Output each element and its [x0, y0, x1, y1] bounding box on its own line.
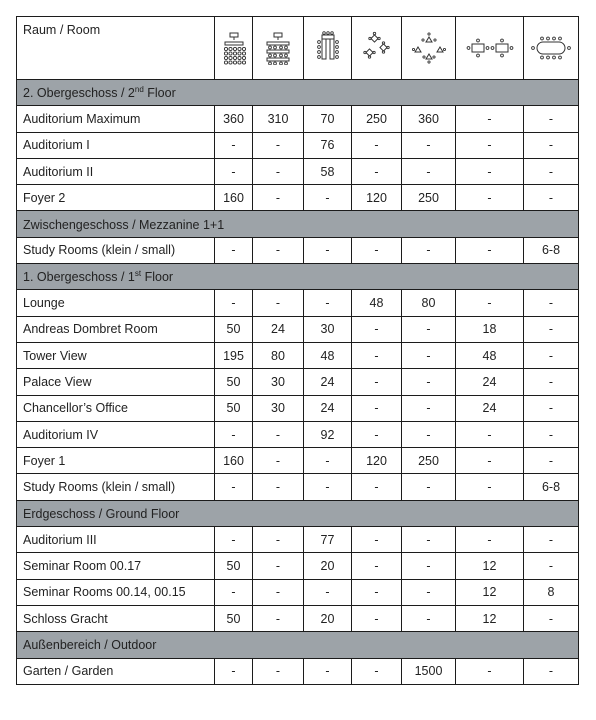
- floor-title-text: 1. Obergeschoss / 1: [23, 270, 135, 285]
- capacity-cell: -: [253, 527, 304, 553]
- capacity-table: [16, 16, 579, 685]
- capacity-cell: 1500: [402, 658, 456, 684]
- capacity-cell: 24: [456, 395, 524, 421]
- capacity-cell: -: [402, 579, 456, 605]
- room-row: [17, 448, 579, 474]
- capacity-cell: 360: [402, 106, 456, 132]
- floor-section-row: [17, 211, 579, 237]
- u-shape-seating-icon: [304, 17, 352, 80]
- capacity-cell: 120: [352, 448, 402, 474]
- room-row: [17, 605, 579, 631]
- capacity-cell: -: [402, 369, 456, 395]
- floor-section-title: [17, 211, 579, 237]
- room-name: Foyer 2: [17, 185, 215, 211]
- floor-section-title: [17, 500, 579, 526]
- capacity-cell: -: [402, 527, 456, 553]
- room-name: Schloss Gracht: [17, 605, 215, 631]
- capacity-cell: -: [253, 158, 304, 184]
- capacity-cell: 24: [253, 316, 304, 342]
- capacity-cell: 80: [402, 290, 456, 316]
- room-name: Palace View: [17, 369, 215, 395]
- boardroom-oval-icon: [524, 17, 579, 80]
- capacity-cell: -: [304, 448, 352, 474]
- capacity-cell: 195: [215, 342, 253, 368]
- capacity-cell: 160: [215, 448, 253, 474]
- capacity-cell: 250: [352, 106, 402, 132]
- capacity-cell: 160: [215, 185, 253, 211]
- capacity-cell: -: [456, 448, 524, 474]
- room-row: [17, 579, 579, 605]
- classroom-seating-icon: [253, 17, 304, 80]
- capacity-cell: 360: [215, 106, 253, 132]
- room-name: Auditorium I: [17, 132, 215, 158]
- capacity-cell: -: [352, 369, 402, 395]
- capacity-cell: 20: [304, 605, 352, 631]
- floor-ordinal-suffix: st: [134, 269, 142, 279]
- capacity-cell: -: [304, 237, 352, 263]
- capacity-cell: 48: [456, 342, 524, 368]
- capacity-cell: -: [352, 342, 402, 368]
- room-column-header: Raum / Room: [17, 17, 215, 80]
- floor-section-title: [17, 264, 579, 290]
- room-name: Foyer 1: [17, 448, 215, 474]
- room-name: Tower View: [17, 342, 215, 368]
- capacity-cell: 50: [215, 605, 253, 631]
- capacity-cell: 30: [253, 369, 304, 395]
- room-row: [17, 316, 579, 342]
- capacity-cell: -: [215, 421, 253, 447]
- capacity-cell: -: [253, 553, 304, 579]
- capacity-cell: -: [524, 106, 579, 132]
- capacity-cell: -: [402, 342, 456, 368]
- capacity-cell: -: [524, 658, 579, 684]
- room-row: [17, 132, 579, 158]
- capacity-cell: -: [352, 658, 402, 684]
- capacity-cell: -: [402, 395, 456, 421]
- capacity-cell: 310: [253, 106, 304, 132]
- capacity-cell: -: [524, 158, 579, 184]
- room-name: Auditorium II: [17, 158, 215, 184]
- floor-ordinal-suffix: nd: [134, 85, 144, 95]
- capacity-cell: 80: [253, 342, 304, 368]
- capacity-cell: 120: [352, 185, 402, 211]
- capacity-cell: -: [304, 658, 352, 684]
- capacity-cell: 6-8: [524, 474, 579, 500]
- floor-section-row: [17, 80, 579, 106]
- capacity-cell: 70: [304, 106, 352, 132]
- capacity-cell: -: [524, 421, 579, 447]
- capacity-cell: 48: [352, 290, 402, 316]
- capacity-cell: -: [215, 158, 253, 184]
- capacity-cell: 12: [456, 605, 524, 631]
- capacity-cell: -: [352, 605, 402, 631]
- room-name: Lounge: [17, 290, 215, 316]
- room-row: [17, 421, 579, 447]
- floor-title-tail: Floor: [143, 86, 176, 101]
- capacity-cell: -: [456, 185, 524, 211]
- room-row: [17, 553, 579, 579]
- capacity-cell: -: [352, 132, 402, 158]
- capacity-cell: -: [456, 474, 524, 500]
- capacity-cell: -: [456, 658, 524, 684]
- capacity-cell: -: [524, 132, 579, 158]
- capacity-cell: -: [456, 527, 524, 553]
- floor-title-text: Zwischengeschoss / Mezzanine 1+1: [23, 217, 225, 232]
- room-name: Study Rooms (klein / small): [17, 237, 215, 263]
- room-name: Auditorium III: [17, 527, 215, 553]
- cocktail-tables-icon: [402, 17, 456, 80]
- capacity-cell: 50: [215, 553, 253, 579]
- capacity-cell: 77: [304, 527, 352, 553]
- capacity-cell: -: [215, 237, 253, 263]
- room-name: Andreas Dombret Room: [17, 316, 215, 342]
- capacity-cell: -: [352, 395, 402, 421]
- capacity-cell: 92: [304, 421, 352, 447]
- capacity-cell: 30: [253, 395, 304, 421]
- capacity-cell: -: [253, 579, 304, 605]
- room-row: [17, 527, 579, 553]
- capacity-cell: -: [304, 579, 352, 605]
- capacity-cell: -: [402, 553, 456, 579]
- capacity-cell: -: [215, 527, 253, 553]
- capacity-cell: -: [402, 474, 456, 500]
- capacity-cell: 20: [304, 553, 352, 579]
- room-row: [17, 474, 579, 500]
- capacity-cell: -: [456, 290, 524, 316]
- capacity-cell: 250: [402, 448, 456, 474]
- room-row: [17, 185, 579, 211]
- floor-title-text: 2. Obergeschoss / 2: [23, 86, 135, 101]
- room-name: Auditorium IV: [17, 421, 215, 447]
- capacity-cell: -: [215, 474, 253, 500]
- capacity-cell: -: [352, 421, 402, 447]
- capacity-cell: -: [352, 527, 402, 553]
- capacity-cell: -: [304, 185, 352, 211]
- capacity-cell: -: [456, 421, 524, 447]
- capacity-cell: -: [215, 290, 253, 316]
- capacity-cell: -: [352, 316, 402, 342]
- capacity-cell: 50: [215, 395, 253, 421]
- capacity-cell: 250: [402, 185, 456, 211]
- capacity-cell: -: [524, 369, 579, 395]
- capacity-cell: -: [456, 106, 524, 132]
- capacity-cell: 6-8: [524, 237, 579, 263]
- capacity-cell: -: [524, 527, 579, 553]
- capacity-cell: -: [352, 579, 402, 605]
- floor-title-text: Außenbereich / Outdoor: [23, 638, 157, 653]
- capacity-cell: -: [524, 185, 579, 211]
- capacity-cell: -: [352, 237, 402, 263]
- capacity-cell: -: [524, 342, 579, 368]
- room-name: Seminar Room 00.17: [17, 553, 215, 579]
- capacity-cell: -: [253, 658, 304, 684]
- capacity-cell: -: [402, 237, 456, 263]
- header-row: [17, 17, 579, 80]
- room-row: [17, 290, 579, 316]
- room-row: [17, 342, 579, 368]
- room-row: [17, 395, 579, 421]
- capacity-cell: -: [402, 158, 456, 184]
- capacity-cell: -: [304, 290, 352, 316]
- room-row: [17, 106, 579, 132]
- room-row: [17, 158, 579, 184]
- capacity-cell: -: [215, 658, 253, 684]
- capacity-cell: -: [524, 395, 579, 421]
- capacity-cell: 76: [304, 132, 352, 158]
- room-row: [17, 658, 579, 684]
- capacity-cell: -: [456, 237, 524, 263]
- capacity-cell: 18: [456, 316, 524, 342]
- room-name: Garten / Garden: [17, 658, 215, 684]
- floor-section-row: [17, 632, 579, 658]
- capacity-cell: 58: [304, 158, 352, 184]
- room-name: Auditorium Maximum: [17, 106, 215, 132]
- capacity-cell: -: [253, 421, 304, 447]
- theatre-seating-icon: [215, 17, 253, 80]
- floor-section-row: [17, 264, 579, 290]
- capacity-cell: -: [524, 448, 579, 474]
- capacity-cell: -: [402, 132, 456, 158]
- capacity-cell: -: [352, 158, 402, 184]
- capacity-cell: -: [215, 579, 253, 605]
- floor-section-row: [17, 500, 579, 526]
- capacity-cell: 12: [456, 579, 524, 605]
- capacity-cell: -: [253, 448, 304, 474]
- capacity-cell: -: [253, 474, 304, 500]
- floor-section-title: [17, 632, 579, 658]
- capacity-cell: -: [402, 316, 456, 342]
- floor-title-text: Erdgeschoss / Ground Floor: [23, 506, 180, 521]
- reception-standing-icon: [352, 17, 402, 80]
- room-row: [17, 369, 579, 395]
- room-name: Study Rooms (klein / small): [17, 474, 215, 500]
- capacity-cell: -: [402, 421, 456, 447]
- capacity-cell: 24: [456, 369, 524, 395]
- capacity-cell: -: [402, 605, 456, 631]
- capacity-cell: -: [456, 132, 524, 158]
- table-body: [17, 80, 579, 685]
- capacity-cell: -: [352, 474, 402, 500]
- capacity-cell: -: [253, 185, 304, 211]
- room-name: Seminar Rooms 00.14, 00.15: [17, 579, 215, 605]
- capacity-cell: 24: [304, 395, 352, 421]
- capacity-cell: -: [253, 237, 304, 263]
- capacity-cell: 50: [215, 369, 253, 395]
- capacity-cell: -: [253, 605, 304, 631]
- capacity-cell: 8: [524, 579, 579, 605]
- capacity-cell: 30: [304, 316, 352, 342]
- room-name: Chancellor’s Office: [17, 395, 215, 421]
- capacity-cell: -: [352, 553, 402, 579]
- capacity-cell: -: [524, 316, 579, 342]
- capacity-cell: 50: [215, 316, 253, 342]
- capacity-cell: -: [253, 132, 304, 158]
- block-table-icon: [456, 17, 524, 80]
- capacity-cell: 48: [304, 342, 352, 368]
- capacity-cell: -: [524, 553, 579, 579]
- room-row: [17, 237, 579, 263]
- floor-title-tail: Floor: [141, 270, 174, 285]
- capacity-cell: -: [524, 605, 579, 631]
- capacity-cell: 24: [304, 369, 352, 395]
- capacity-cell: -: [456, 158, 524, 184]
- capacity-cell: -: [253, 290, 304, 316]
- capacity-cell: -: [215, 132, 253, 158]
- capacity-cell: 12: [456, 553, 524, 579]
- floor-section-title: [17, 80, 579, 106]
- capacity-cell: -: [304, 474, 352, 500]
- capacity-cell: -: [524, 290, 579, 316]
